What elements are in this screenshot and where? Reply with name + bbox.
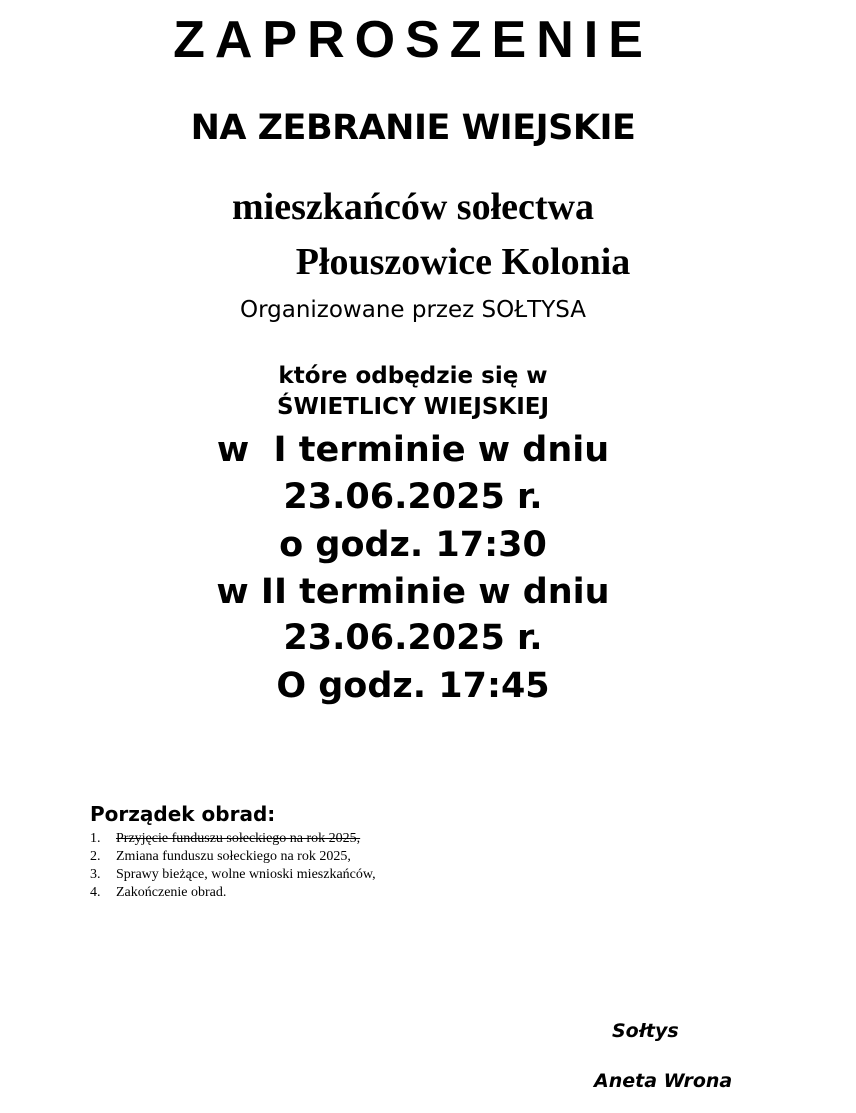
agenda-item <box>90 884 376 902</box>
signature-name: Aneta Wrona <box>594 1070 733 1092</box>
second-term-date: 23.06.2025 r. <box>283 618 543 658</box>
agenda-section <box>90 802 376 902</box>
venue-intro: które odbędzie się w <box>278 363 548 389</box>
agenda-item-number: 4. <box>90 885 101 900</box>
agenda-list <box>90 830 376 902</box>
organizer-line: Organizowane przez SOŁTYSA <box>239 297 587 323</box>
agenda-heading: Porządek obrad: <box>90 802 276 826</box>
invitation-title: ZAPROSZENIE <box>173 11 653 69</box>
first-term-date: 23.06.2025 r. <box>283 477 543 517</box>
agenda-item <box>90 830 376 848</box>
second-term-time: O godz. 17:45 <box>276 666 550 706</box>
agenda-item-number: 2. <box>90 849 101 864</box>
agenda-item-number: 3. <box>90 867 101 882</box>
agenda-item <box>90 866 376 884</box>
first-term-label: w I terminie w dniu <box>216 430 610 470</box>
first-term-time: o godz. 17:30 <box>279 525 547 565</box>
residents-line: mieszkańców sołectwa <box>232 186 594 228</box>
second-term-label: w II terminie w dniu <box>216 572 610 612</box>
agenda-item-text: Zmiana funduszu sołeckiego na rok 2025, <box>116 849 351 864</box>
agenda-item <box>90 848 376 866</box>
agenda-item-number: 1. <box>90 831 101 846</box>
agenda-item-text: Przyjęcie funduszu sołeckiego na rok 2025, <box>116 831 361 846</box>
village-name: Płouszowice Kolonia <box>295 241 631 283</box>
venue-place: ŚWIETLICY WIEJSKIEJ <box>276 394 550 420</box>
agenda-item-text: Zakończenie obrad. <box>116 885 227 900</box>
signature-role: Sołtys <box>612 1020 679 1042</box>
meeting-subtitle: NA ZEBRANIE WIEJSKIE <box>190 108 636 148</box>
agenda-item-text: Sprawy bieżące, wolne wnioski mieszkańców, <box>116 867 376 882</box>
